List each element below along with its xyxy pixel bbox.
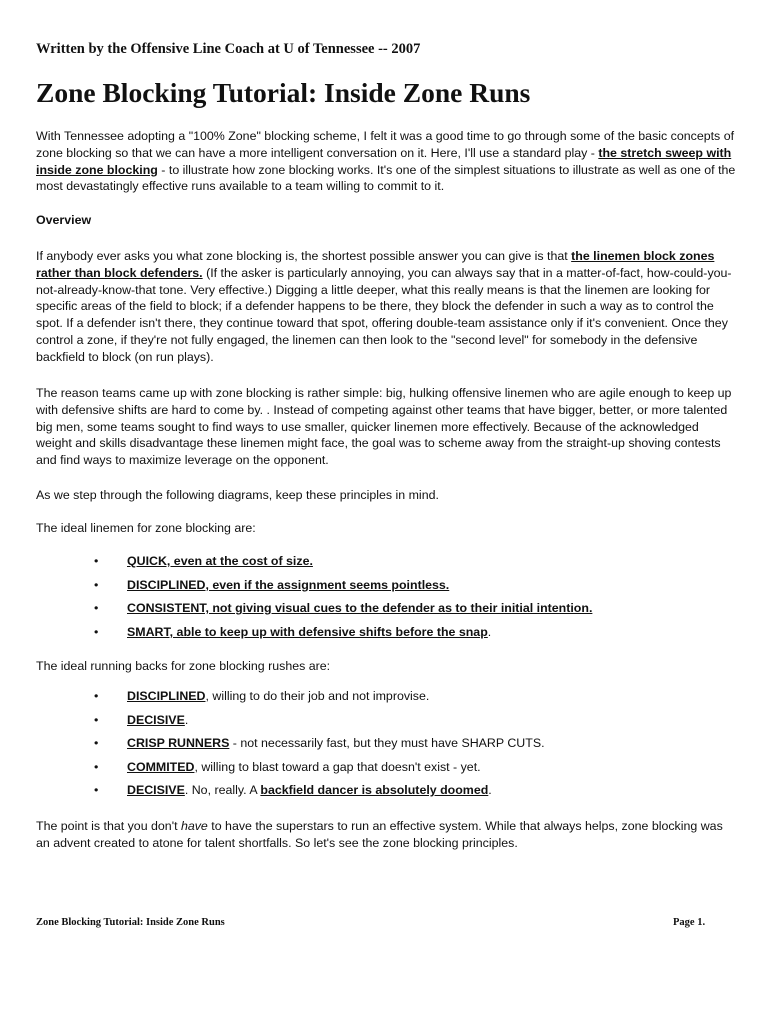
document-header: Written by the Offensive Line Coach at U of Tennessee -- 2007 (36, 41, 421, 57)
list-item: • CONSISTENT, not giving visual cues to the defender as to their initial intention. (94, 601, 593, 616)
conclusion-paragraph: The point is that you don't have to have the superstars to run an effective system. While that always helps, zone blocking was an advent created to atone for talent shortfalls. So let's see the zone blocking principles. (36, 819, 723, 850)
intro-emphasis: the stretch sweep with inside zone blocking (36, 145, 732, 177)
list-item: • QUICK, even at the cost of size. (94, 554, 313, 568)
bullet-icon: • (94, 712, 99, 727)
intro-text-1: With Tennessee adopting a "100% Zone" blocking scheme, I felt it was a good time to go through some of the basic concepts of zone blocking so that we can have a more intelligent conversation on it. Here, I'll use a standard play - (36, 129, 735, 160)
linemen-intro: The ideal linemen for zone blocking are: (36, 521, 256, 535)
overview-heading: Overview (36, 213, 92, 227)
overview-text-2: (If the asker is particularly annoying, you can always say that in a matter-of-fact, how-could-you-not-already-know-that tone. Very effective.) Digging a little deeper, what this really means is that the linemen are looking for specific areas of the field to block; if a defender happens to be there, they block the defender in such a way as to control the spot. If a defender isn't there, they continue toward that spot, offering double-team assistance only if it's convenient. Once they control a zone, if they're not fully engaged, the linemen can then look to the "second level" for somebody in the defensive backfield to block (on run plays). (36, 265, 732, 364)
footer-title: Zone Blocking Tutorial: Inside Zone Runs (36, 917, 225, 928)
bullet-icon: • (94, 689, 99, 703)
bullet-icon: • (94, 759, 99, 774)
backs-list (94, 688, 545, 806)
bullet-icon: • (94, 554, 99, 568)
bullet-icon: • (94, 577, 99, 592)
list-item: • DECISIVE. (94, 712, 189, 727)
list-item: • CRISP RUNNERS - not necessarily fast, but they must have SHARP CUTS. (94, 736, 545, 751)
linemen-list (94, 553, 592, 647)
reason-paragraph: The reason teams came up with zone blocking is rather simple: big, hulking offensive linemen who are agile enough to keep up with defensive shifts are hard to come by. . Instead of competing against other teams that have bigger, better, or more talented big men, some teams sought to find ways to use smaller, quicker linemen more effectively. Because of the acknowledged weight and skills disadvantage these linemen might face, the goal was to scheme away from the straight-up shoving contests and find ways to maximize leverage on the opponent. (36, 386, 732, 468)
overview-emphasis: the linemen block zones rather than block defenders. (36, 249, 715, 280)
list-item: • DISCIPLINED, even if the assignment seems pointless. (94, 577, 450, 592)
overview-text-1: If anybody ever asks you what zone blocking is, the shortest possible answer you can give is that (36, 249, 572, 263)
list-item: • DECISIVE. No, really. A backfield dancer is absolutely doomed. (94, 783, 492, 798)
page-title: Zone Blocking Tutorial: Inside Zone Runs (36, 77, 531, 108)
bullet-icon: • (94, 783, 99, 798)
list-item: • DISCIPLINED, willing to do their job and not improvise. (94, 689, 430, 703)
bullet-icon: • (94, 601, 99, 616)
backs-intro: The ideal running backs for zone blocking rushes are: (36, 659, 331, 673)
bullet-icon: • (94, 736, 99, 751)
page-number: Page 1. (673, 917, 706, 928)
intro-paragraph (36, 128, 736, 195)
list-item: • COMMITED, willing to blast toward a gap that doesn't exist - yet. (94, 759, 481, 774)
overview-paragraph (36, 248, 736, 366)
intro-text-2: - to illustrate how zone blocking works. It's one of the simplest situations to illustrate as well as one of the most devastatingly effective runs available to a team willing to commit to it. (36, 162, 736, 194)
principles-paragraph: As we step through the following diagrams, keep these principles in mind. (36, 488, 439, 502)
bullet-icon: • (94, 624, 99, 639)
list-item: • SMART, able to keep up with defensive shifts before the snap. (94, 624, 492, 639)
emphasis-have: have (180, 819, 208, 833)
